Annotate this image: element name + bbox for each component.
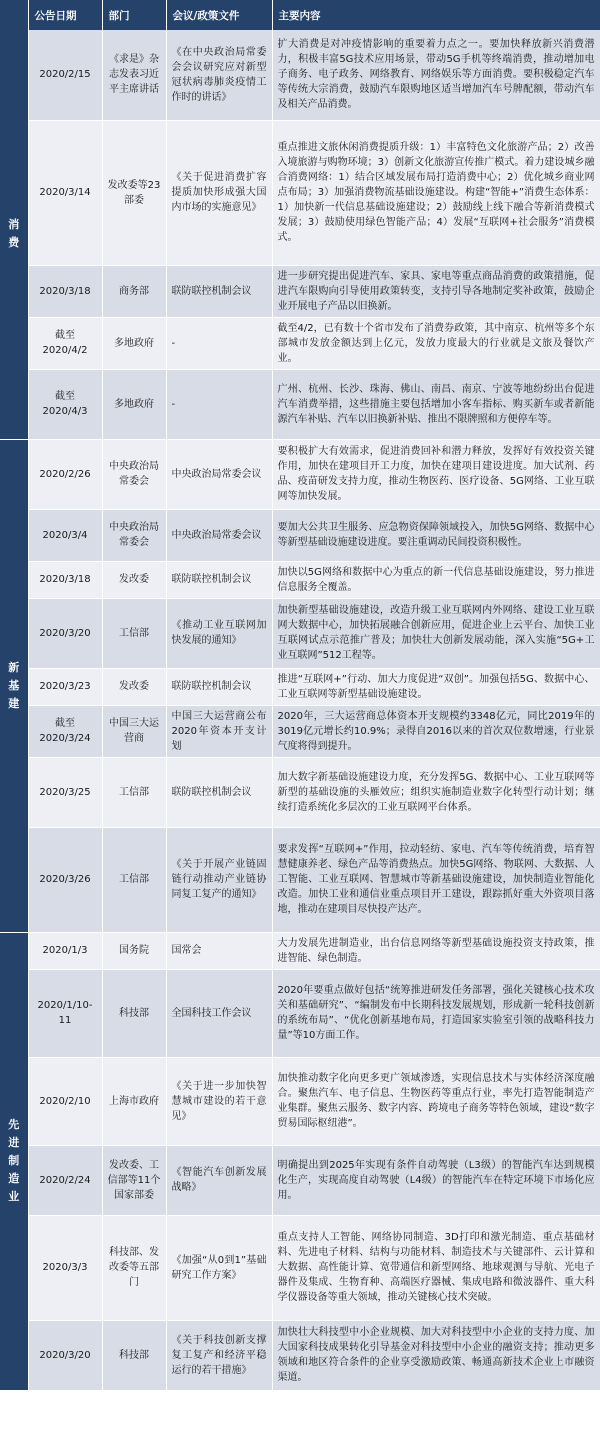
cell-content: 推进“互联网+”行动、加大力度促进“双创”。加强包括5G、数据中心、工业互联网等新型基础设施建设。 (272, 668, 600, 705)
cell-doc: 《关于促进消费扩容提质加快形成强大国内市场的实施意见》 (166, 120, 272, 265)
cell-dept: 工信部 (102, 757, 166, 827)
table-row (0, 439, 600, 509)
table-row (0, 1215, 600, 1320)
cell-date: 2020/2/26 (28, 439, 102, 509)
section-label: 先 进 制 造 业 (0, 932, 28, 1390)
cell-dept: 国务院 (102, 932, 166, 969)
cell-content: 要积极扩大有效需求，促进消费回补和潜力释放，发挥好有效投资关键作用，加快在建项目开工力度，加快在建项目建设进度。加大试剂、药品、疫苗研发支持力度，推动生物医药、医疗设备、5G网络、工业互联网等加快发展。 (272, 439, 600, 509)
cell-date: 2020/3/20 (28, 598, 102, 668)
cell-doc: 中国三大运营商公布2020年资本开支计划 (166, 705, 272, 757)
cell-date: 2020/3/20 (28, 1320, 102, 1390)
cell-doc: 《在中央政治局常委会会议研究应对新型冠状病毒肺炎疫情工作时的讲话》 (166, 30, 272, 120)
table-header-row (0, 0, 600, 30)
cell-date: 2020/2/24 (28, 1145, 102, 1215)
table-row (0, 30, 600, 120)
section-label: 消 费 (0, 30, 28, 439)
header-doc: 会议/政策文件 (166, 0, 272, 30)
cell-doc: 联防联控机制会议 (166, 561, 272, 598)
cell-dept: 中央政治局常委会 (102, 439, 166, 509)
table-row (0, 969, 600, 1057)
cell-content: 2020年，三大运营商总体资本开支规模约3348亿元，同比2019年的3019亿元增长约10.9%；录得自2016以来的首次双位数增速，行业景气度将得到提升。 (272, 705, 600, 757)
cell-date: 2020/3/3 (28, 1215, 102, 1320)
cell-content: 重点支持人工智能、网络协同制造、3D打印和激光制造、重点基础材料、先进电子材料、结构与功能材料、制造技术与关键部件、云计算和大数据、高性能计算、宽带通信和新型网络、地球观测与导航、光电子器件及集成、生物育种、高端医疗器械、集成电路和微波器件、重大科学仪器设备等重大领域，推动关键核心技术突破。 (272, 1215, 600, 1320)
cell-content: 2020年要重点做好包括“统筹推进研发任务部署，强化关键核心技术攻关和基础研究”、“编制发布中长期科技发展规划，形成新一轮科技创新的系统布局”、“优化创新基地布局，打造国家实验室引领的战略科技力量”等10方面工作。 (272, 969, 600, 1057)
cell-content: 加大数字新基础设施建设力度，充分发挥5G、数据中心、工业互联网等新型的基础设施的头雁效应；组织实施制造业数字化转型行动计划；继续打造系统化多层次的工业互联网平台体系。 (272, 757, 600, 827)
cell-date: 2020/3/18 (28, 265, 102, 317)
cell-doc: 中央政治局常委会议 (166, 439, 272, 509)
table-row (0, 757, 600, 827)
table-row (0, 120, 600, 265)
cell-dept: 上海市政府 (102, 1057, 166, 1145)
cell-doc: 国常会 (166, 932, 272, 969)
cell-date: 截至2020/3/24 (28, 705, 102, 757)
cell-doc: 中央政治局常委会议 (166, 509, 272, 561)
header-section (0, 0, 28, 30)
cell-doc: 《加强“从0到1”基础研究工作方案》 (166, 1215, 272, 1320)
cell-doc: - (166, 369, 272, 439)
cell-content: 加快推动数字化向更多更广领域渗透，实现信息技术与实体经济深度融合。聚焦汽车、电子信息、生物医药等重点行业，率先打造智能制造产业集群。聚焦云服务、数字内容、跨境电子商务等特色领域，建设“数字贸易国际枢纽港”。 (272, 1057, 600, 1145)
cell-dept: 中国三大运营商 (102, 705, 166, 757)
cell-doc: 联防联控机制会议 (166, 668, 272, 705)
cell-doc: 全国科技工作会议 (166, 969, 272, 1057)
header-dept: 部门 (102, 0, 166, 30)
cell-doc: 联防联控机制会议 (166, 757, 272, 827)
table-row (0, 509, 600, 561)
table-row (0, 705, 600, 757)
cell-content: 加快壮大科技型中小企业规模、加大对科技型中小企业的支持力度、加大国家科技成果转化引导基金对科技型中小企业的融资支持；推动更多领域和地区符合条件的企业享受激励政策、畅通高新技术企业上市融资渠道。 (272, 1320, 600, 1390)
cell-doc: 《智能汽车创新发展战略》 (166, 1145, 272, 1215)
cell-dept: 工信部 (102, 827, 166, 932)
cell-date: 截至2020/4/2 (28, 317, 102, 369)
cell-date: 2020/3/14 (28, 120, 102, 265)
cell-dept: 发改委、工信部等11个国家部委 (102, 1145, 166, 1215)
cell-dept: 科技部 (102, 969, 166, 1057)
cell-dept: 多地政府 (102, 369, 166, 439)
cell-content: 要加大公共卫生服务、应急物资保障领域投入，加快5G网络、数据中心等新型基础设施建设进度。要注重调动民间投资积极性。 (272, 509, 600, 561)
cell-date: 2020/3/4 (28, 509, 102, 561)
table-row (0, 1320, 600, 1390)
cell-date: 2020/3/18 (28, 561, 102, 598)
header-content: 主要内容 (272, 0, 600, 30)
cell-dept: 《求是》杂志发表习近平主席讲话 (102, 30, 166, 120)
cell-doc: 《关于进一步加快智慧城市建设的若干意见》 (166, 1057, 272, 1145)
cell-doc: - (166, 317, 272, 369)
cell-date: 2020/3/23 (28, 668, 102, 705)
cell-date: 2020/1/3 (28, 932, 102, 969)
cell-content: 广州、杭州、长沙、珠海、佛山、南昌、南京、宁波等地纷纷出台促进汽车消费举措，这些措施主要包括增加小客车指标、购买新车或者新能源汽车补贴、汽车以旧换新补贴、推出不限牌照和方便停车等。 (272, 369, 600, 439)
cell-date: 2020/3/25 (28, 757, 102, 827)
cell-content: 明确提出到2025年实现有条件自动驾驶（L3级）的智能汽车达到规模化生产，实现高度自动驾驶（L4级）的智能汽车在特定环境下市场化应用。 (272, 1145, 600, 1215)
cell-content: 重点推进文旅休闲消费提质升级：1）丰富特色文化旅游产品；2）改善入境旅游与购物环境；3）创新文化旅游宣传推广模式。着力建设城乡融合消费网络：1）结合区域发展布局打造消费中心；2）优化城乡商业网点布局；3）加强消费物流基础设施建设。构建“智能+”消费生态体系：1）加快新一代信息基础设施建设；2）鼓励线上线下融合等新消费模式发展；3）鼓励使用绿色智能产品；4）发展“互联网+社会服务”消费模式。 (272, 120, 600, 265)
cell-doc: 《关于开展产业链固链行动推动产业链协同复工复产的通知》 (166, 827, 272, 932)
cell-content: 加快新型基础设施建设，改造升级工业互联网内外网络、建设工业互联网大数据中心，加快拓展融合创新应用，促进企业上云平台、加快工业互联网试点示范推广普及；加快壮大创新发展动能，深入实施“5G+工业互联网”512工程等。 (272, 598, 600, 668)
cell-content: 大力发展先进制造业，出台信息网络等新型基础设施投资支持政策，推进智能、绿色制造。 (272, 932, 600, 969)
cell-content: 进一步研究提出促进汽车、家具、家电等重点商品消费的政策措施，促进汽车限购向引导使用政策转变，支持引导各地制定奖补政策，鼓励企业开展电子产品以旧换新。 (272, 265, 600, 317)
table-body (0, 30, 600, 1390)
header-date: 公告日期 (28, 0, 102, 30)
cell-dept: 中央政治局常委会 (102, 509, 166, 561)
cell-doc: 《推动工业互联网加快发展的通知》 (166, 598, 272, 668)
cell-date: 2020/1/10-11 (28, 969, 102, 1057)
cell-doc: 联防联控机制会议 (166, 265, 272, 317)
cell-dept: 发改委等23部委 (102, 120, 166, 265)
table-row (0, 1145, 600, 1215)
cell-date: 2020/2/15 (28, 30, 102, 120)
cell-content: 截至4/2，已有数十个省市发布了消费券政策，其中南京、杭州等多个东部城市发放金额达到上亿元，发放力度最大的行业就是文旅及餐饮产业。 (272, 317, 600, 369)
table-row (0, 598, 600, 668)
cell-date: 2020/3/26 (28, 827, 102, 932)
table-row (0, 265, 600, 317)
cell-date: 2020/2/10 (28, 1057, 102, 1145)
table-row (0, 317, 600, 369)
table-row (0, 668, 600, 705)
cell-dept: 科技部、发改委等五部门 (102, 1215, 166, 1320)
table-row (0, 561, 600, 598)
cell-content: 加快以5G网络和数据中心为重点的新一代信息基础设施建设，努力推进信息服务全覆盖。 (272, 561, 600, 598)
cell-doc: 《关于科技创新支撑复工复产和经济平稳运行的若干措施》 (166, 1320, 272, 1390)
section-label: 新 基 建 (0, 439, 28, 932)
table-row (0, 827, 600, 932)
cell-dept: 科技部 (102, 1320, 166, 1390)
cell-content: 扩大消费是对冲疫情影响的重要着力点之一。要加快释放新兴消费潜力，积极丰富5G技术应用场景，带动5G手机等终端消费，推动增加电子商务、电子政务、网络教育、网络娱乐等方面消费。要积极稳定汽车等传统大宗消费，鼓励汽车限购地区适当增加汽车号牌配额，带动汽车及相关产品消费。 (272, 30, 600, 120)
cell-dept: 工信部 (102, 598, 166, 668)
cell-dept: 商务部 (102, 265, 166, 317)
cell-dept: 发改委 (102, 561, 166, 598)
cell-dept: 多地政府 (102, 317, 166, 369)
cell-date: 截至2020/4/3 (28, 369, 102, 439)
cell-dept: 发改委 (102, 668, 166, 705)
table-row (0, 932, 600, 969)
table-row (0, 1057, 600, 1145)
table-row (0, 369, 600, 439)
cell-content: 要求发挥“互联网+”作用，拉动轻纺、家电、汽车等传统消费，培育智慧健康养老、绿色产品等消费热点。加快5G网络、物联网、大数据、人工智能、工业互联网、智慧城市等新基础设施建设，加快制造业智能化改造。加快工业和通信业重点项目开工建设，跟踪抓好重大外资项目落地，推动在建项目尽快投产达产。 (272, 827, 600, 932)
